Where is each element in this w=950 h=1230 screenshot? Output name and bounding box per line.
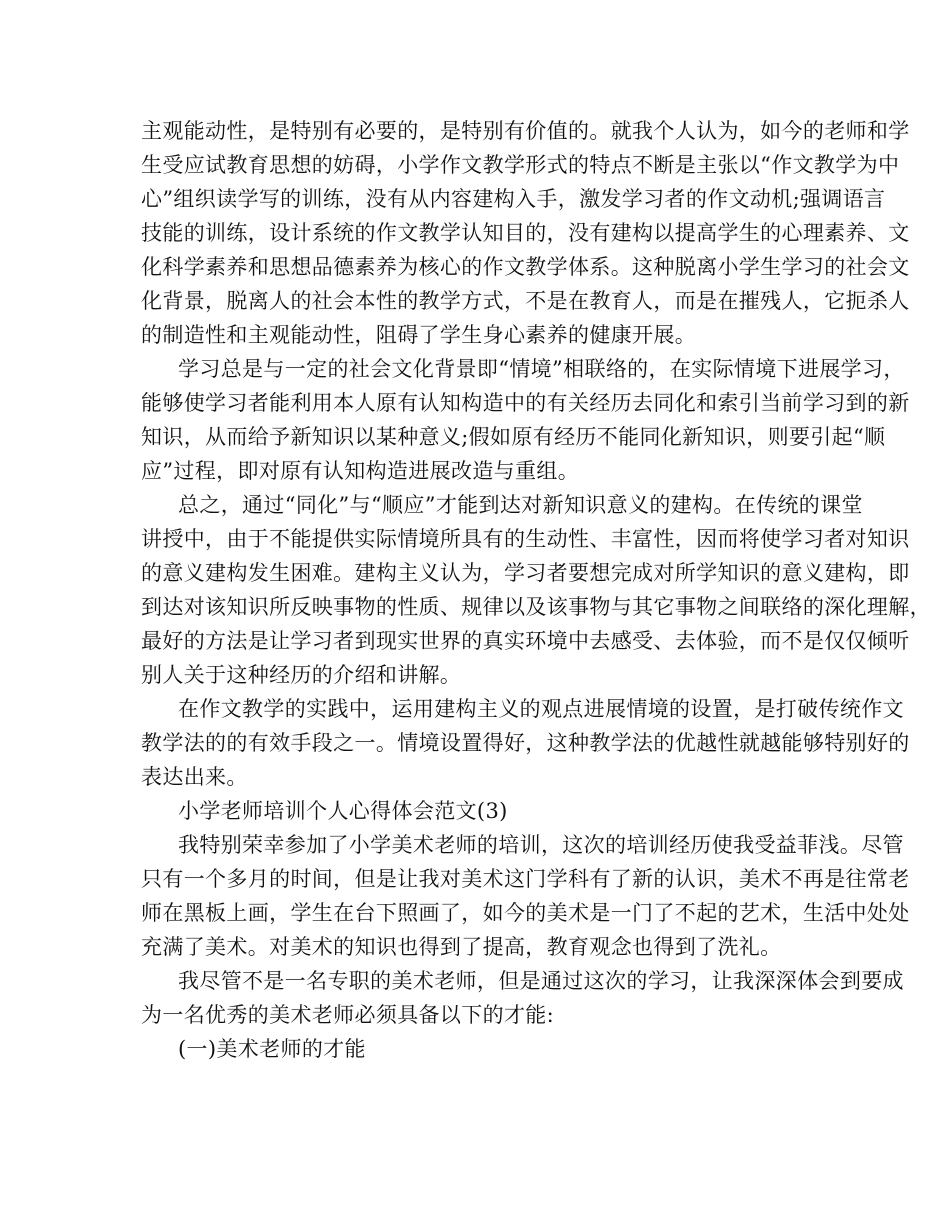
- section-heading: 小学老师培训个人心得体会范文(3): [178, 799, 508, 823]
- text-line: 的制造性和主观能动性，阻碍了学生身心素养的健康开展。: [141, 323, 697, 347]
- text-line: 的意义建构发生困难。建构主义认为，学习者要想完成对所学知识的意义建构，即: [141, 561, 910, 585]
- text-line: 别人关于这种经历的介绍和讲解。: [141, 663, 462, 687]
- text-line: 心”组织读学写的训练，没有从内容建构入手，激发学习者的作文动机;强调语言: [141, 187, 886, 211]
- text-line: 只有一个多月的时间，但是让我对美术这门学科有了新的认识，美术不再是往常老: [141, 867, 910, 891]
- text-line: 能够使学习者能利用本人原有认知构造中的有关经历去同化和索引当前学习到的新: [141, 391, 910, 415]
- text-line: 应”过程，即对原有认知构造进展改造与重组。: [141, 459, 580, 483]
- text-line: 化背景，脱离人的社会本性的教学方式，不是在教育人，而是在摧残人，它扼杀人: [141, 289, 910, 313]
- paragraph-first-line: 总之，通过“同化”与“顺应”才能到达对新知识意义的建构。在传统的课堂: [178, 493, 863, 517]
- text-line: 知识，从而给予新知识以某种意义;假如原有经历不能同化新知识，则要引起“顺: [141, 425, 886, 449]
- text-line: 师在黑板上画，学生在台下照画了，如今的美术是一门了不起的艺术，生活中处处: [141, 901, 910, 925]
- paragraph-first-line: 在作文教学的实践中，运用建构主义的观点进展情境的设置，是打破传统作文: [178, 697, 904, 721]
- text-line: 最好的方法是让学习者到现实世界的真实环境中去感受、去体验，而不是仅仅倾听: [141, 629, 910, 653]
- paragraph-first-line: 我特别荣幸参加了小学美术老师的培训，这次的培训经历使我受益菲浅。尽管: [178, 833, 904, 857]
- text-line: 化科学素养和思想品德素养为核心的作文教学体系。这种脱离小学生学习的社会文: [141, 255, 910, 279]
- text-line: 主观能动性，是特别有必要的，是特别有价值的。就我个人认为，如今的老师和学: [141, 119, 910, 143]
- text-line: 技能的训练，设计系统的作文教学认知目的，没有建构以提高学生的心理素养、文: [141, 221, 910, 245]
- paragraph-first-line: 学习总是与一定的社会文化背景即“情境”相联络的，在实际情境下进展学习，: [178, 357, 905, 381]
- document-body: [141, 114, 931, 1066]
- text-line: 表达出来。: [141, 765, 248, 789]
- text-line: 为一名优秀的美术老师必须具备以下的才能:: [141, 1003, 555, 1027]
- text-line: 充满了美术。对美术的知识也得到了提高，教育观念也得到了洗礼。: [141, 935, 782, 959]
- text-line: 到达对该知识所反映事物的性质、规律以及该事物与其它事物之间联络的深化理解，: [141, 595, 931, 619]
- text-line: 教学法的的有效手段之一。情境设置得好，这种教学法的优越性就越能够特别好的: [141, 731, 910, 755]
- subsection-heading: (一)美术老师的才能: [178, 1037, 366, 1061]
- text-line: 讲授中，由于不能提供实际情境所具有的生动性、丰富性，因而将使学习者对知识: [141, 527, 910, 551]
- paragraph-first-line: 我尽管不是一名专职的美术老师，但是通过这次的学习，让我深深体会到要成: [178, 969, 904, 993]
- text-line: 生受应试教育思想的妨碍，小学作文教学形式的特点不断是主张以“作文教学为中: [141, 153, 900, 177]
